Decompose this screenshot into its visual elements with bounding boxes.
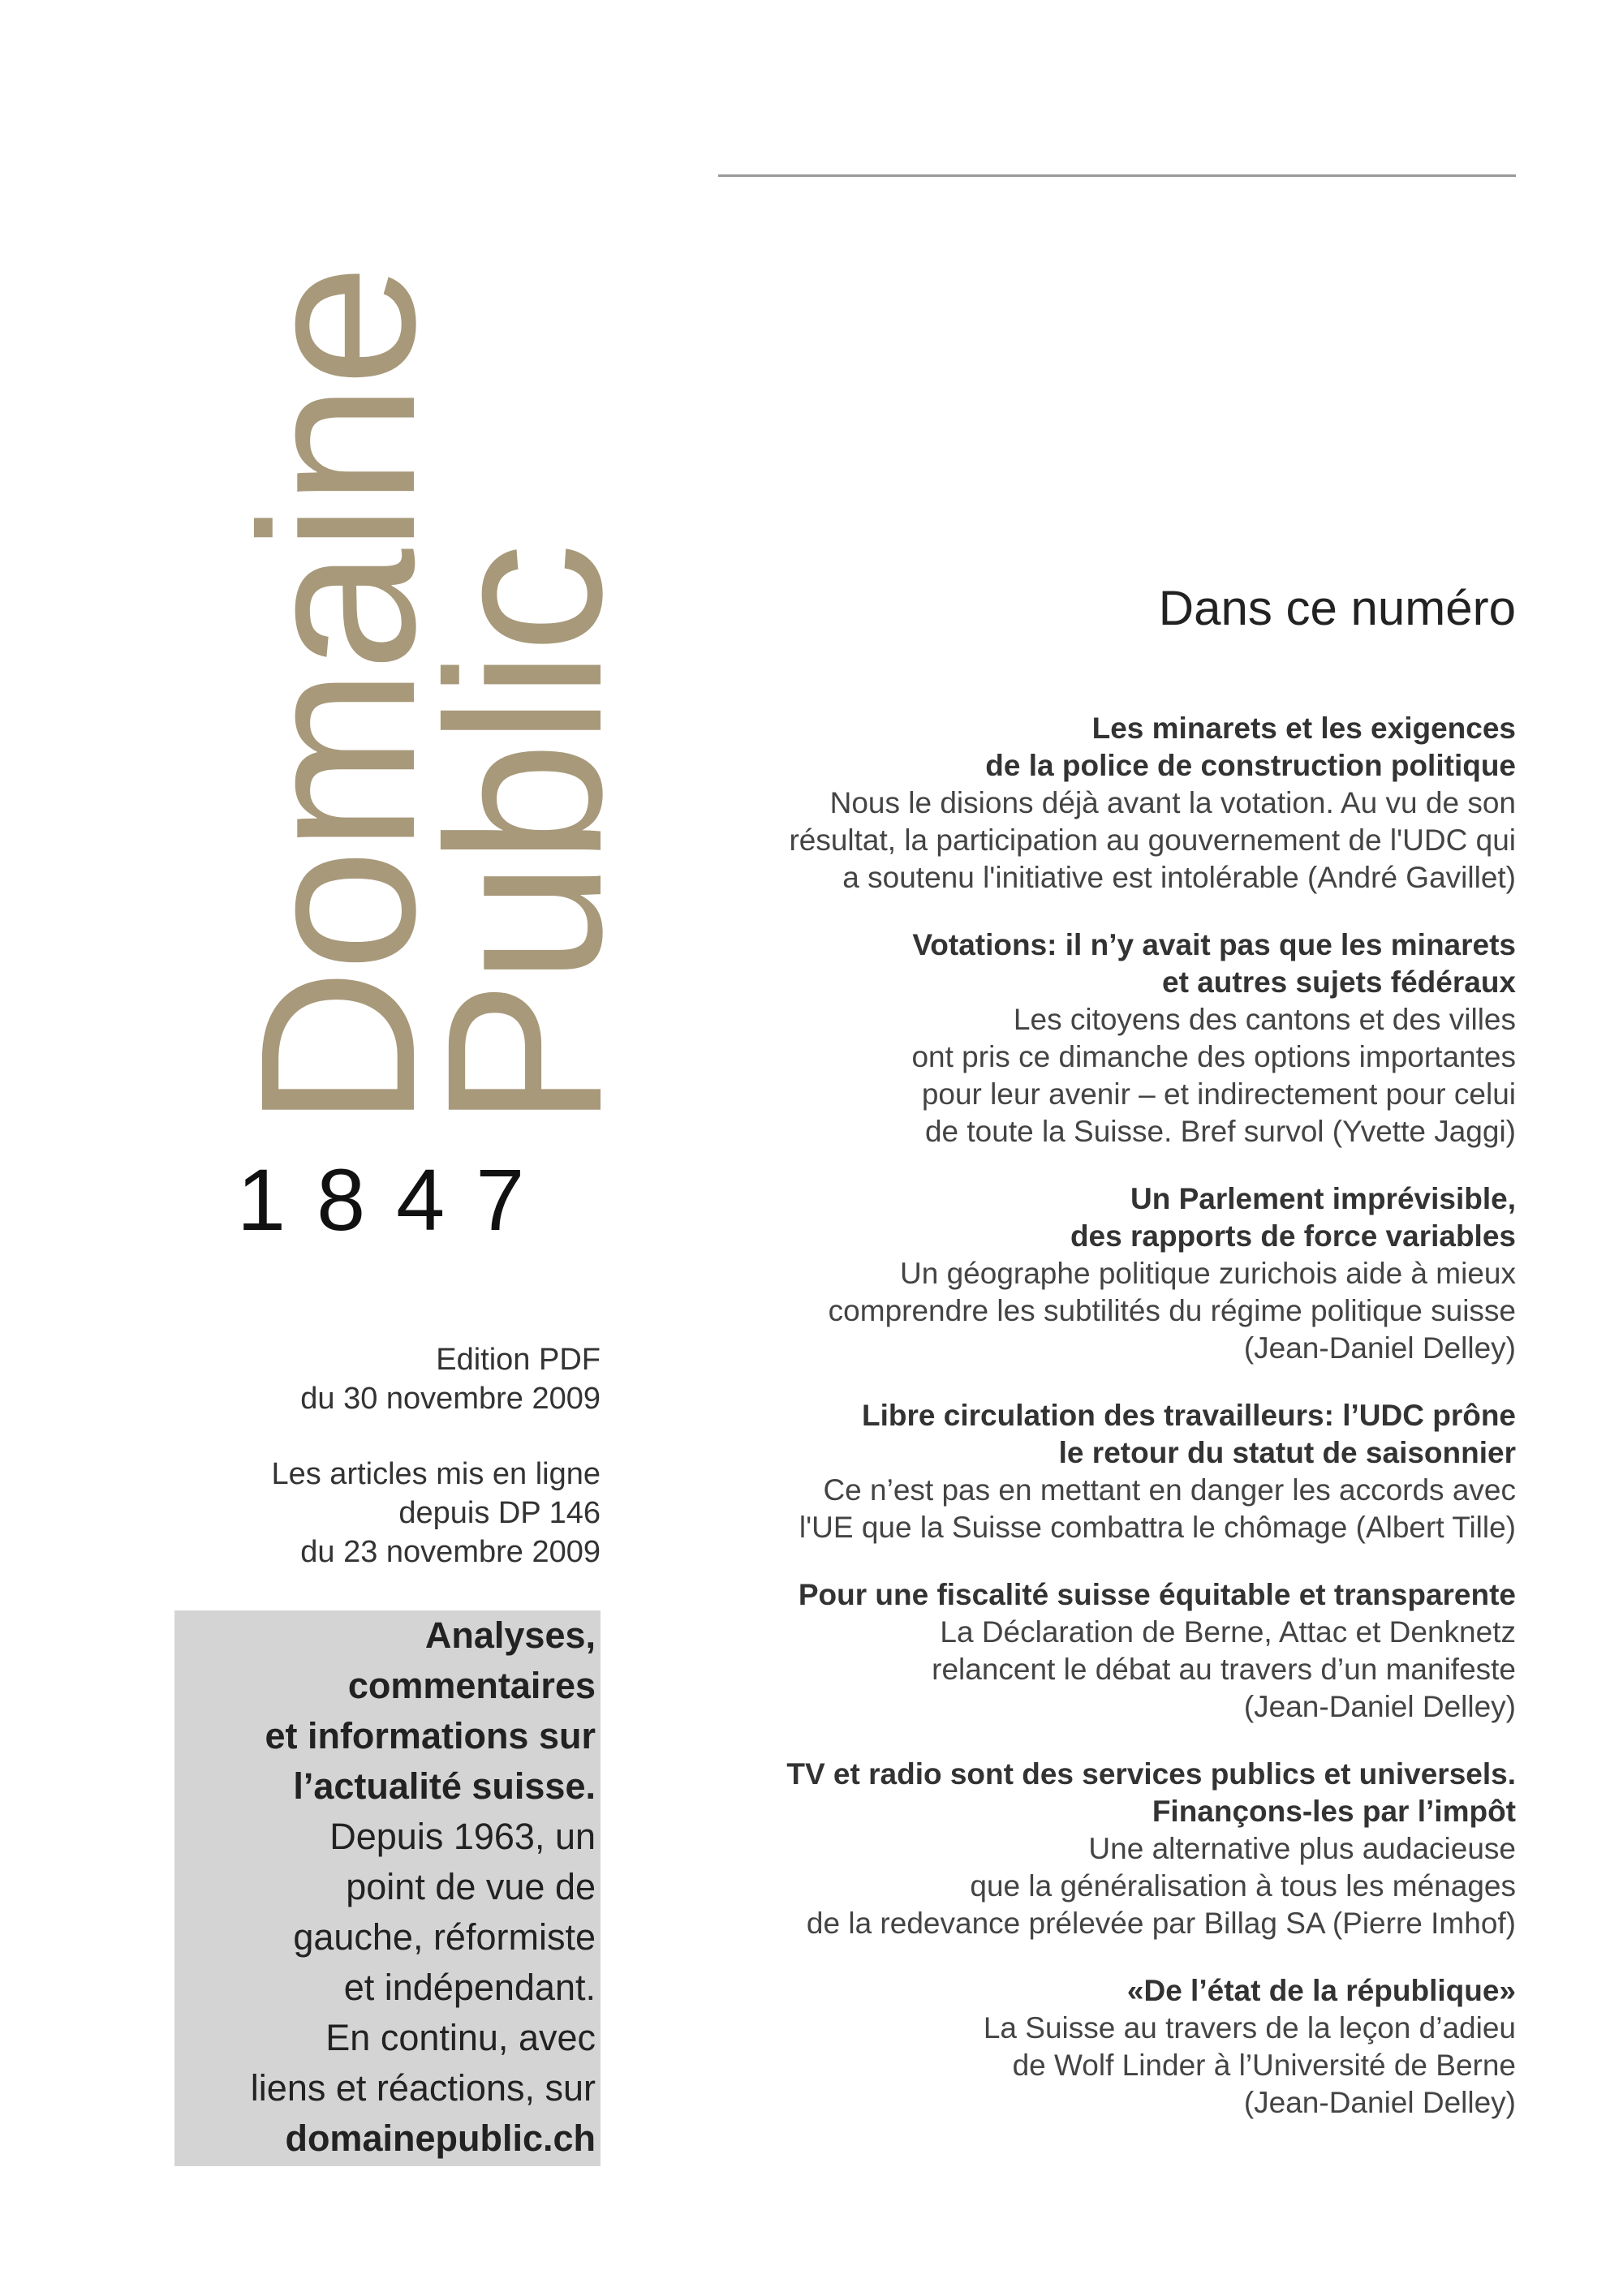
masthead-word-public: Public: [401, 546, 648, 1128]
edition-line: Edition PDF: [436, 1343, 601, 1377]
articles-info: [271, 1455, 601, 1572]
tagline-line: l’actualité suisse.: [293, 1765, 596, 1807]
toc-item-summary: La Déclaration de Berne, Attac et Denknetz: [940, 1615, 1516, 1649]
edition-info: [300, 1340, 601, 1418]
toc-item-summary: de toute la Suisse. Bref survol (Yvette Jaggi): [924, 1115, 1516, 1148]
toc-item[interactable]: [688, 710, 1516, 896]
toc-item-headline[interactable]: Pour une fiscalité suisse équitable et transparente: [798, 1578, 1516, 1611]
toc-item[interactable]: [688, 1756, 1516, 1942]
tagline-line: et informations sur: [265, 1715, 596, 1756]
toc-item-headline[interactable]: Les minarets et les exigences: [1091, 712, 1516, 745]
toc-item-summary: pour leur avenir – et indirectement pour celui: [921, 1077, 1516, 1111]
toc-item-summary: Nous le disions déjà avant la votation. Au vu de son: [829, 786, 1516, 819]
toc-item-summary: (Jean-Daniel Delley): [1243, 2086, 1516, 2119]
tagline-line: et indépendant.: [343, 1967, 596, 2008]
articles-date: du 23 novembre 2009: [300, 1535, 601, 1569]
toc-item-summary: résultat, la participation au gouvernement de l'UDC qui: [789, 823, 1516, 857]
masthead-logo: [207, 154, 648, 1128]
toc-item-summary: relancent le débat au travers d’un manifeste: [932, 1653, 1516, 1686]
tagline-line: Analyses,: [424, 1615, 596, 1656]
tagline-line: commentaires: [347, 1665, 596, 1706]
toc-item[interactable]: [688, 1397, 1516, 1546]
table-of-contents: [688, 710, 1516, 2152]
toc-item-summary: de Wolf Linder à l’Université de Berne: [1012, 2049, 1516, 2082]
toc-item-headline[interactable]: Votations: il n’y avait pas que les minarets: [912, 928, 1516, 961]
top-divider: [718, 174, 1516, 177]
tagline-line: Depuis 1963, un: [329, 1816, 596, 1857]
toc-item-headline[interactable]: Finançons-les par l’impôt: [1152, 1795, 1516, 1828]
masthead-word-domaine: Domaine: [214, 267, 461, 1128]
toc-item-headline[interactable]: «De l’état de la république»: [1126, 1974, 1516, 2007]
toc-item-headline[interactable]: Un Parlement imprévisible,: [1130, 1182, 1516, 1215]
toc-item-summary: Les citoyens des cantons et des villes: [1013, 1003, 1516, 1036]
toc-item-headline[interactable]: Libre circulation des travailleurs: l’UDC prône: [862, 1399, 1516, 1432]
toc-item[interactable]: [688, 1972, 1516, 2122]
toc-item-summary: que la généralisation à tous les ménages: [970, 1869, 1516, 1903]
toc-item-summary: de la redevance prélevée par Billag SA (Pierre Imhof): [806, 1907, 1516, 1940]
tagline-line: En continu, avec: [325, 2017, 596, 2058]
toc-title: Dans ce numéro: [1158, 581, 1516, 635]
website-link[interactable]: domainepublic.ch: [285, 2118, 596, 2159]
edition-date: du 30 novembre 2009: [300, 1382, 601, 1416]
toc-item-headline[interactable]: et autres sujets fédéraux: [1162, 965, 1516, 999]
articles-issue: depuis DP 146: [398, 1496, 601, 1530]
toc-item-headline[interactable]: de la police de construction politique: [985, 749, 1516, 782]
tagline-line: gauche, réformiste: [293, 1916, 596, 1958]
toc-item-summary: Un géographe politique zurichois aide à mieux: [900, 1257, 1516, 1290]
toc-item-summary: Ce n’est pas en mettant en danger les accords avec: [823, 1473, 1516, 1507]
toc-item[interactable]: [688, 927, 1516, 1150]
toc-item-summary: comprendre les subtilités du régime politique suisse: [828, 1294, 1516, 1327]
toc-item-summary: l'UE que la Suisse combattra le chômage (Albert Tille): [799, 1511, 1516, 1544]
toc-item-summary: (Jean-Daniel Delley): [1243, 1331, 1516, 1365]
toc-item-summary: La Suisse au travers de la leçon d’adieu: [983, 2011, 1516, 2044]
articles-line: Les articles mis en ligne: [271, 1457, 601, 1491]
toc-item-summary: a soutenu l'initiative est intolérable (André Gavillet): [842, 861, 1516, 894]
toc-item-summary: Une alternative plus audacieuse: [1088, 1832, 1516, 1865]
toc-item-headline[interactable]: des rapports de force variables: [1070, 1219, 1516, 1253]
toc-item-summary: (Jean-Daniel Delley): [1243, 1690, 1516, 1723]
toc-item-headline[interactable]: TV et radio sont des services publics et universels.: [786, 1757, 1516, 1791]
tagline-box: [174, 1610, 601, 2166]
tagline-line: point de vue de: [346, 1866, 596, 1907]
toc-item-headline[interactable]: le retour du statut de saisonnier: [1058, 1436, 1516, 1469]
toc-item[interactable]: [688, 1180, 1516, 1367]
toc-item-summary: ont pris ce dimanche des options importantes: [911, 1040, 1516, 1073]
tagline-line: liens et réactions, sur: [250, 2067, 596, 2109]
masthead-year: 1847: [237, 1150, 556, 1249]
toc-item[interactable]: [688, 1576, 1516, 1726]
